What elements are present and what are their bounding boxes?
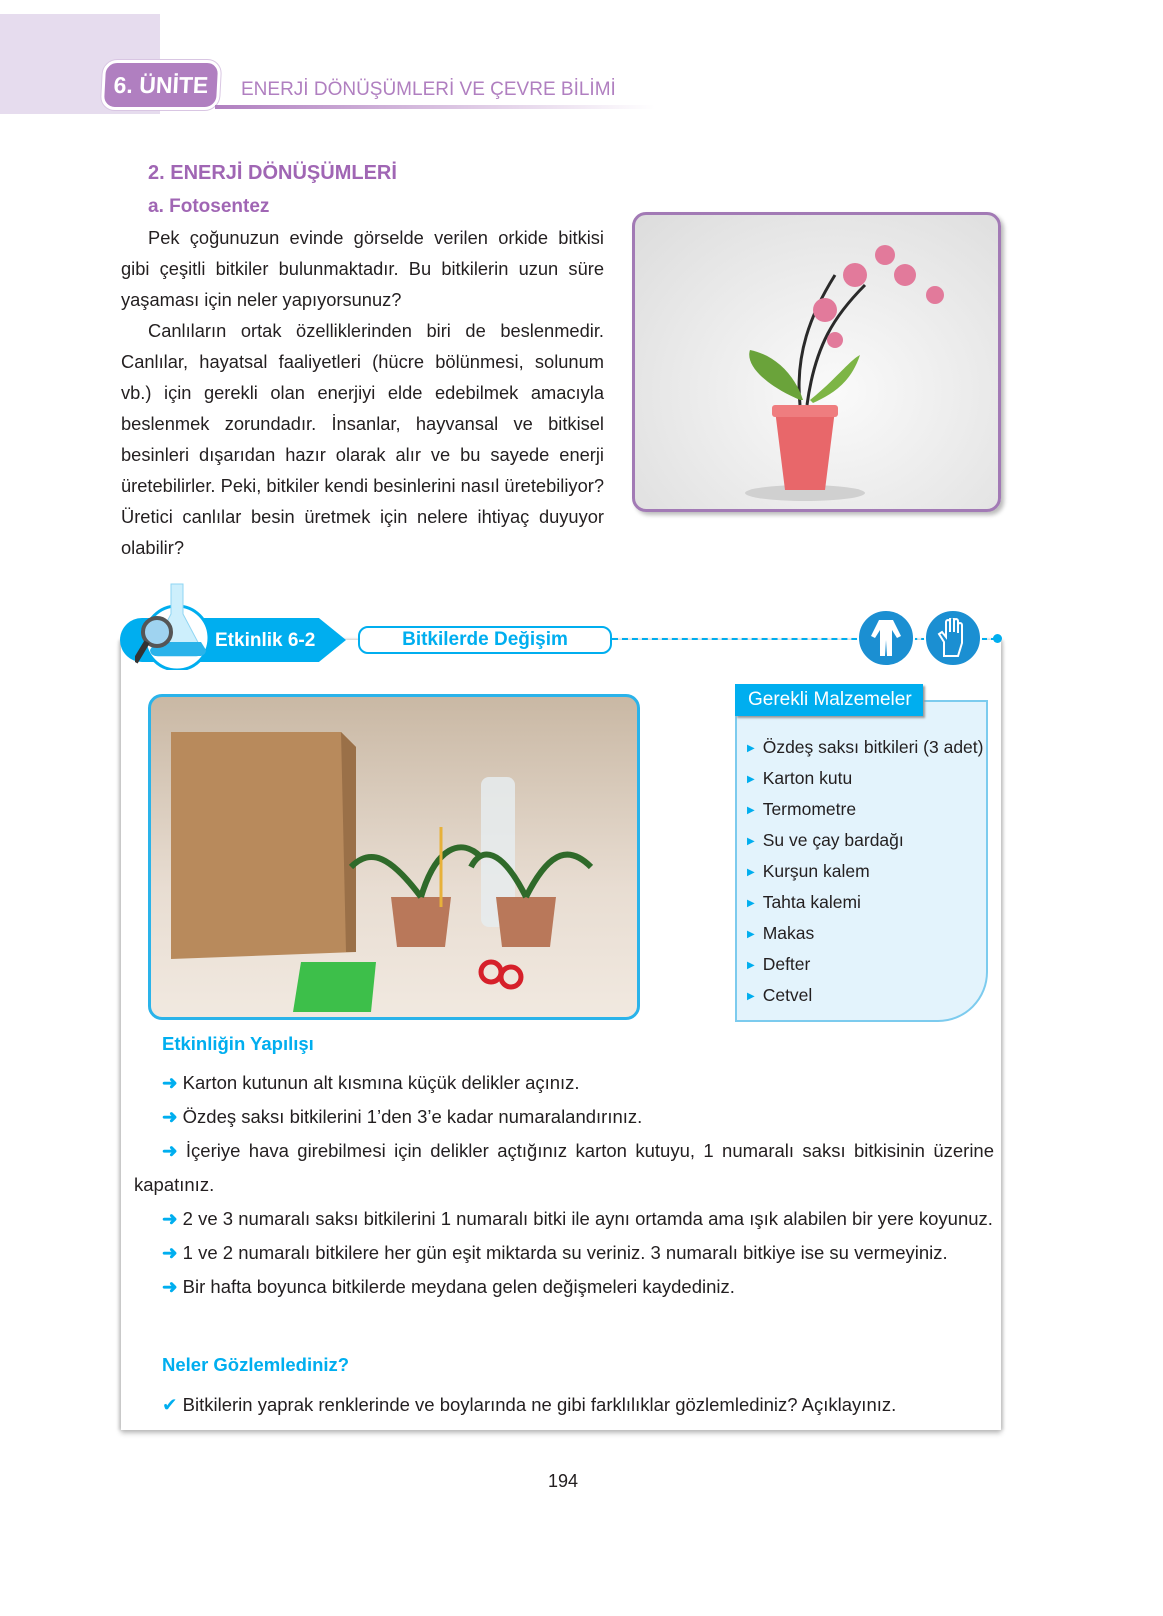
step: ➜ 2 ve 3 numaralı saksı bitkilerini 1 numaralı bitki ile aynı ortamda ama ışık alabilen bir yere koyunuz.: [162, 1208, 993, 1229]
arrow-icon: ➜: [162, 1242, 178, 1263]
flask-magnifier-icon: [135, 580, 213, 670]
page-number: 194: [548, 1471, 579, 1491]
unit-title: ENERJİ DÖNÜŞÜMLERİ VE ÇEVRE BİLİMİ: [241, 79, 616, 100]
gloves-icon: [924, 609, 982, 667]
procedure-steps: [134, 1066, 994, 1304]
list-item: ▶ Makas: [747, 923, 815, 943]
observation-question: ✔ Bitkilerin yaprak renklerinde ve boylarında ne gibi farklılıklar gözlemlediniz? Açıklayınız.: [162, 1394, 897, 1415]
step: ➜ İçeriye hava girebilmesi için delikler açtığınız karton kutuyu, 1 numaralı saksı bitkisinin üzerine kapatınız.: [134, 1140, 995, 1195]
paragraph: Canlıların ortak özelliklerinden biri de beslenmedir. Canlılar, hayatsal faaliyetleri (hücre bölünmesi, solunum vb.) için gerekli olan enerjiyi elde edebilmek amacıyla beslenmek zorundadır. İnsanlar, hayvansal ve bitkisel besinleri dışarıdan hazır olarak alır ve bu sayede enerji üretebilirler. Peki, bitkiler kendi besinlerini nasıl üretebiliyor? Üretici canlılar besin üretmek için nelere ihtiyaç duyuyor olabilir?: [121, 320, 604, 558]
bullet-triangle-icon: ▶: [747, 867, 755, 878]
header-underline: [215, 105, 655, 109]
bullet-triangle-icon: ▶: [747, 898, 755, 909]
arrow-icon: ➜: [162, 1276, 178, 1297]
step: ➜ Bir hafta boyunca bitkilerde meydana gelen değişmeleri kaydediniz.: [162, 1276, 735, 1297]
bullet-triangle-icon: ▶: [747, 774, 755, 785]
section-title: 2. ENERJİ DÖNÜŞÜMLERİ: [148, 162, 397, 184]
arrow-icon: ➜: [162, 1072, 178, 1093]
divider-dot: [993, 634, 1002, 643]
bullet-triangle-icon: ▶: [747, 743, 755, 754]
intro-text: [121, 222, 604, 563]
activity-label: Etkinlik 6-2: [215, 630, 316, 651]
lab-coat-icon: [857, 609, 915, 667]
checkmark-icon: ✔: [162, 1394, 178, 1415]
list-item: ▶ Su ve çay bardağı: [747, 830, 904, 850]
bullet-triangle-icon: ▶: [747, 805, 755, 816]
materials-list: [747, 734, 983, 1013]
subsection-title: a. Fotosentez: [148, 196, 270, 217]
orchid-photo: [632, 212, 1001, 512]
experiment-setup-photo: [148, 694, 640, 1020]
bullet-triangle-icon: ▶: [747, 960, 755, 971]
arrow-icon: ➜: [162, 1140, 178, 1161]
list-item: ▶ Kurşun kalem: [747, 861, 870, 881]
list-item: ▶ Cetvel: [747, 985, 813, 1005]
step: ➜ 1 ve 2 numaralı bitkilere her gün eşit miktarda su veriniz. 3 numaralı bitkiye ise su vermeyiniz.: [162, 1242, 948, 1263]
unit-badge: 6. ÜNİTE: [101, 60, 222, 110]
list-item: ▶ Defter: [747, 954, 811, 974]
observation-title: Neler Gözlemlediniz?: [162, 1354, 350, 1375]
arrow-icon: ➜: [162, 1106, 178, 1127]
activity-title: Bitkilerde Değişim: [358, 626, 612, 654]
list-item: ▶ Karton kutu: [747, 768, 853, 788]
paragraph: Pek çoğunuzun evinde görselde verilen orkide bitkisi gibi çeşitli bitkiler bulunmaktadır. Bu bitkilerin uzun süre yaşaması için neler yapıyorsunuz?: [121, 227, 604, 310]
step: ➜ Karton kutunun alt kısmına küçük delikler açınız.: [162, 1072, 580, 1093]
bullet-triangle-icon: ▶: [747, 991, 755, 1002]
bullet-triangle-icon: ▶: [747, 836, 755, 847]
arrow-icon: ➜: [162, 1208, 178, 1229]
list-item: ▶ Tahta kalemi: [747, 892, 861, 912]
procedure-title: Etkinliğin Yapılışı: [162, 1033, 314, 1054]
step: ➜ Özdeş saksı bitkilerini 1’den 3’e kadar numaralandırınız.: [162, 1106, 643, 1127]
list-item: ▶ Termometre: [747, 799, 857, 819]
list-item: ▶ Özdeş saksı bitkileri (3 adet): [747, 737, 984, 757]
materials-title: Gerekli Malzemeler: [735, 684, 923, 716]
bullet-triangle-icon: ▶: [747, 929, 755, 940]
